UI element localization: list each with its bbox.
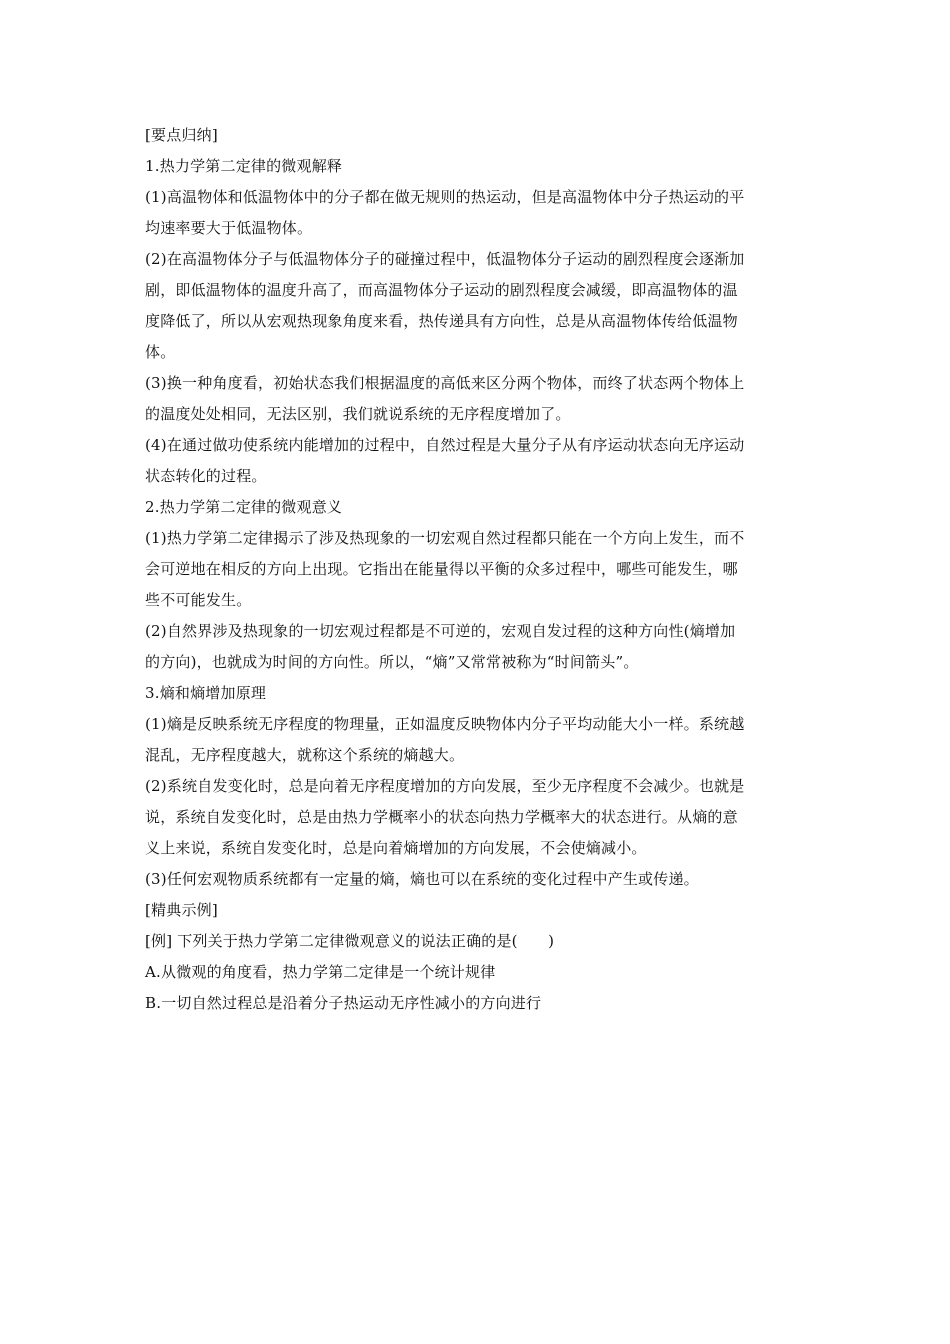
paragraph-1: [145, 182, 810, 244]
paragraph-line: 会可逆地在相反的方向上出现。它指出在能量得以平衡的众多过程中，哪些可能发生，哪: [145, 560, 738, 578]
paragraph-line: (2)系统自发变化时，总是向着无序程度增加的方向发展，至少无序程度不会减少。也就是: [145, 777, 745, 795]
paragraph-9: [145, 864, 810, 895]
paragraph-line: 混乱，无序程度越大，就称这个系统的熵越大。: [145, 746, 465, 764]
section-heading-summary: [要点归纳]: [145, 126, 218, 144]
paragraph-line: 体。: [145, 343, 176, 361]
example-question: [例] 下列关于热力学第二定律微观意义的说法正确的是( ): [145, 932, 555, 950]
paragraph-5: [145, 523, 810, 616]
paragraph-6: [145, 616, 810, 678]
paragraph-line: 的方向)，也就成为时间的方向性。所以，“熵”又常常被称为“时间箭头”。: [145, 653, 639, 671]
paragraph-line: (2)自然界涉及热现象的一切宏观过程都是不可逆的，宏观自发过程的这种方向性(熵增加: [145, 622, 736, 640]
option-b: B.一切自然过程总是沿着分子热运动无序性减小的方向进行: [145, 994, 542, 1012]
heading-2: 2.热力学第二定律的微观意义: [145, 498, 343, 516]
section-heading-example: [精典示例]: [145, 901, 218, 919]
paragraph-line: (3)换一种角度看，初始状态我们根据温度的高低来区分两个物体，而终了状态两个物体上: [145, 374, 745, 392]
paragraph-line: (1)熵是反映系统无序程度的物理量，正如温度反映物体内分子平均动能大小一样。系统越: [145, 715, 745, 733]
paragraph-line: 状态转化的过程。: [145, 467, 267, 485]
paragraph-line: 剧，即低温物体的温度升高了，而高温物体分子运动的剧烈程度会减缓，即高温物体的温: [145, 281, 738, 299]
paragraph-line: (1)热力学第二定律揭示了涉及热现象的一切宏观自然过程都只能在一个方向上发生，而不: [145, 529, 745, 547]
paragraph-4: [145, 430, 810, 492]
option-a: A.从微观的角度看，热力学第二定律是一个统计规律: [145, 963, 496, 981]
paragraph-line: 度降低了，所以从宏观热现象角度来看，热传递具有方向性，总是从高温物体传给低温物: [145, 312, 738, 330]
paragraph-3: [145, 368, 810, 430]
document-page: [145, 120, 810, 1019]
paragraph-line: (3)任何宏观物质系统都有一定量的熵，熵也可以在系统的变化过程中产生或传递。: [145, 870, 699, 888]
paragraph-8: [145, 771, 810, 864]
paragraph-7: [145, 709, 810, 771]
paragraph-line: 均速率要大于低温物体。: [145, 219, 313, 237]
paragraph-line: 说，系统自发变化时，总是由热力学概率小的状态向热力学概率大的状态进行。从熵的意: [145, 808, 738, 826]
paragraph-line: (1)高温物体和低温物体中的分子都在做无规则的热运动，但是高温物体中分子热运动的平: [145, 188, 745, 206]
paragraph-line: (4)在通过做功使系统内能增加的过程中，自然过程是大量分子从有序运动状态向无序运动: [145, 436, 745, 454]
paragraph-line: 义上来说，系统自发变化时，总是向着熵增加的方向发展，不会使熵减小。: [145, 839, 647, 857]
heading-3: 3.熵和熵增加原理: [145, 684, 267, 702]
heading-1: 1.热力学第二定律的微观解释: [145, 157, 343, 175]
paragraph-line: 些不可能发生。: [145, 591, 252, 609]
paragraph-2: [145, 244, 810, 368]
paragraph-line: (2)在高温物体分子与低温物体分子的碰撞过程中，低温物体分子运动的剧烈程度会逐渐加: [145, 250, 745, 268]
paragraph-line: 的温度处处相同，无法区别，我们就说系统的无序程度增加了。: [145, 405, 571, 423]
